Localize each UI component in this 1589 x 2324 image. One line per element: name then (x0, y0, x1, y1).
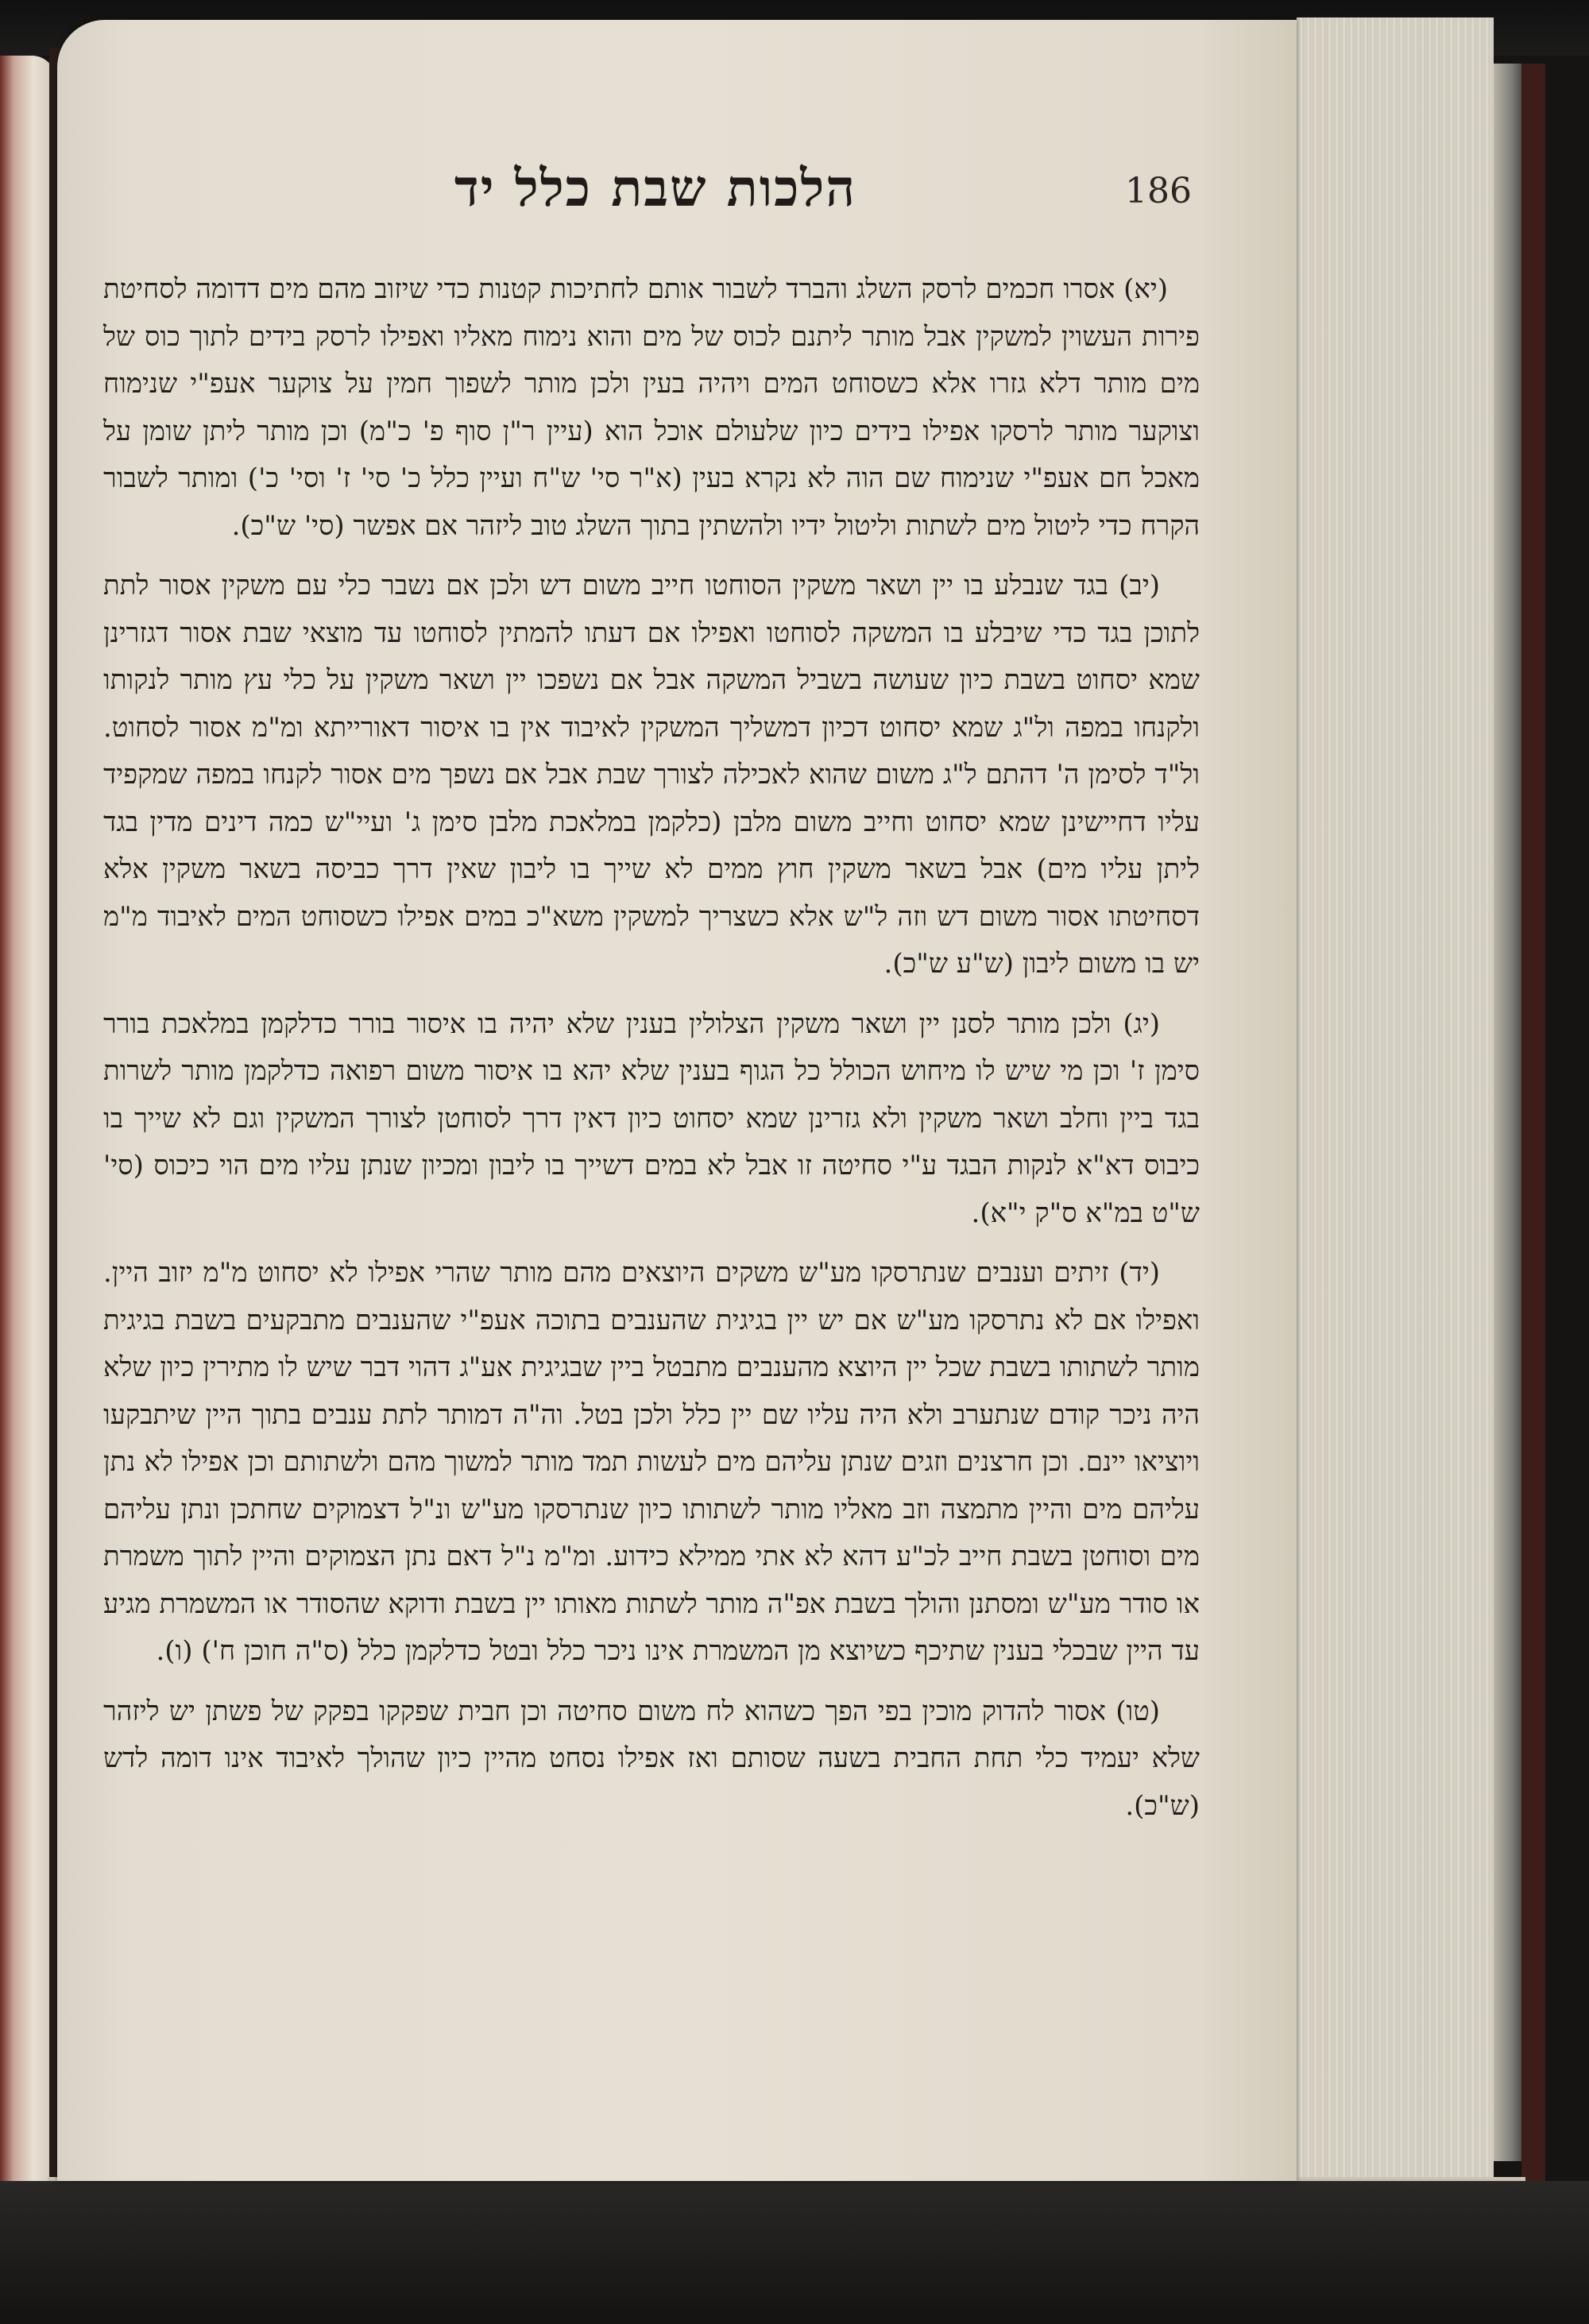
body-text (103, 266, 1200, 1843)
paragraph-11: (יא) אסרו חכמים לרסק השלג והברד לשבור אותם לחתיכות קטנות כדי שיזוב מהם מים דדומה לסחיטת פירות העשוין למשקין אבל מותר ליתנם לכוס של מים והוא נימוח מאליו ואפילו לרסק בידים לתוך כוס של מים מותר דלא גזרו אלא כשסוחט המים ויהיה בעין ולכן מותר לשפוך חמין על צוקער אעפ"י שנימוח וצוקער מותר לרסקו אפילו בידים כיון שלעולם אוכל הוא (עיין ר"ן סוף פ' כ"מ) וכן מותר ליתן שומן על מאכל חם אעפ"י שנימוח שם הוה לא נקרא בעין (א"ר סי' ש"ח ועיין כלל כ' סי' ז' וסי' כ') ומותר לשבור הקרח כדי ליטול מים לשתות וליטול ידיו ולהשתין בתוך השלג טוב ליזהר אם אפשר (סי' ש"כ). (103, 273, 1200, 542)
paragraph-15: (טו) אסור להדוק מוכין בפי הפך כשהוא לח משום סחיטה וכן חבית שפקקו בפקק של פשתן יש ליזהר שלא יעמיד כלי תחת החבית בשעה שסותם ואז אפילו נסחט מהיין כיון שהולך לאיבוד אינו דומה לדש (ש"כ). (103, 1695, 1200, 1822)
running-title: הלכות שבת כלל יד (454, 159, 857, 218)
previous-page-edge (0, 56, 56, 2201)
paragraph-13: (יג) ולכן מותר לסנן יין ושאר משקין הצלולין בענין שלא יהיה בו איסור בורר כדלקמן במלאכת בורר סימן ז' וכן מי שיש לו מיחוש הכולל כל הגוף בענין שלא יהא בו איסור משום רפואה כדלקמן מותר לשרות בגד ביין וחלב ושאר משקין ולא גזרינן שמא יסחוט כיון דאין דרך לסוחטן לצורך המשקין וגם לא שייך בו כיבוס דא"א לנקות הבגד ע"י סחיטה זו אבל לא במים דשייך בו ליבון ומכיון שנתן עליו מים הוי כיכוס (סי' ש"ט במ"א ס"ק י"א). (103, 1007, 1200, 1229)
page-block-edge (1494, 64, 1525, 2161)
paragraph-14: (יד) זיתים וענבים שנתרסקו מע"ש משקים היוצאים מהם מותר שהרי אפילו לא יסחוט מ"מ יזוב היין. ואפילו אם לא נתרסקו מע"ש אם יש יין בגיגית שהענבים בתוכה אעפ"י שהענבים מתבקעים בשבת בגיגית מותר לשתותו בשבת שכל יין היוצא מהענבים מתבטל ביין שבגיגית אע"ג דהוי דבר שיש לו מתירין כיון שלא היה ניכר קודם שנתערב ולא היה עליו שם יין כלל ולכן בטל. וה"ה דמותר לתת ענבים בתוך היין שיתבקעו ויוציאו יינם. וכן חרצנים וזגים שנתן עליהם מים לעשות תמד מותר למשוך מהם ולשתותם וכן אפילו לא נתן עליהם מים והיין מתמצה וזב מאליו מותר לשתותו כיון שנתרסקו מע"ש ונ"ל דצמוקים שחתכן ונתן עליהם מים וסוחטן בשבת חייב לכ"ע דהא לא אתי ממילא כידוע. ומ"מ נ"ל דאם נתן הצמוקים והיין לתוך משמרת או סודר מע"ש ומסתנן והולך בשבת אפ"ה מותר לשתות מאותו יין בשבת ודוקא שהסודר או המשמרת מגיע עד היין שבכלי בענין שתיכף כשיוצא מן המשמרת אינו ניכר כלל ובטל כדלקמן כלל (ס"ה חוכן ח') (ו). (103, 1257, 1200, 1667)
scan-background-bottom (0, 2181, 1589, 2324)
page-number: 186 (1125, 171, 1192, 211)
paragraph-12: (יב) בגד שנבלע בו יין ושאר משקין הסוחטו חייב משום דש ולכן אם נשבר כלי עם משקין אסור לתת לתוכן בגד כדי שיבלע בו המשקה לסוחטו ואפילו אם דעתו להמתין לסוחטו עד מוצאי שבת אסור דגזרינן שמא יסחוט בשבת כיון שעושה בשביל המשקה אבל אם נשפכו יין ושאר משקין על כלי עץ מותר לנקותו ולקנחו במפה ול"ג שמא יסחוט דכיון דמשליך המשקין לאיבוד אין בו איסור דאורייתא ומ"מ אסור לסחוט. ול"ד לסימן ה' דהתם ל"ג משום שהוא לאכילה לצורך שבת אבל אם נשפך מים אסור לקנחו במפה שמקפיד עליו דחיישינן שמא יסחוט וחייב משום מלבן (כלקמן במלאכת מלבן סימן ג' ועיי"ש כמה דינים מדין בגד ליתן עליו מים) אבל בשאר משקין חוץ ממים לא שייך בו ליבון שאין דרך כביסה בשאר משקין אלא דסחיטתו אסור משום דש וזה ל"ש אלא כשצריך למשקין משא"כ במים אפילו כשסוחט המים לאיבוד מ"מ יש בו משום ליבון (ש"ע ש"כ). (103, 570, 1200, 980)
page-fore-edge (1297, 17, 1494, 2179)
book-cover-board (1521, 64, 1545, 2209)
page-header (119, 159, 1192, 254)
